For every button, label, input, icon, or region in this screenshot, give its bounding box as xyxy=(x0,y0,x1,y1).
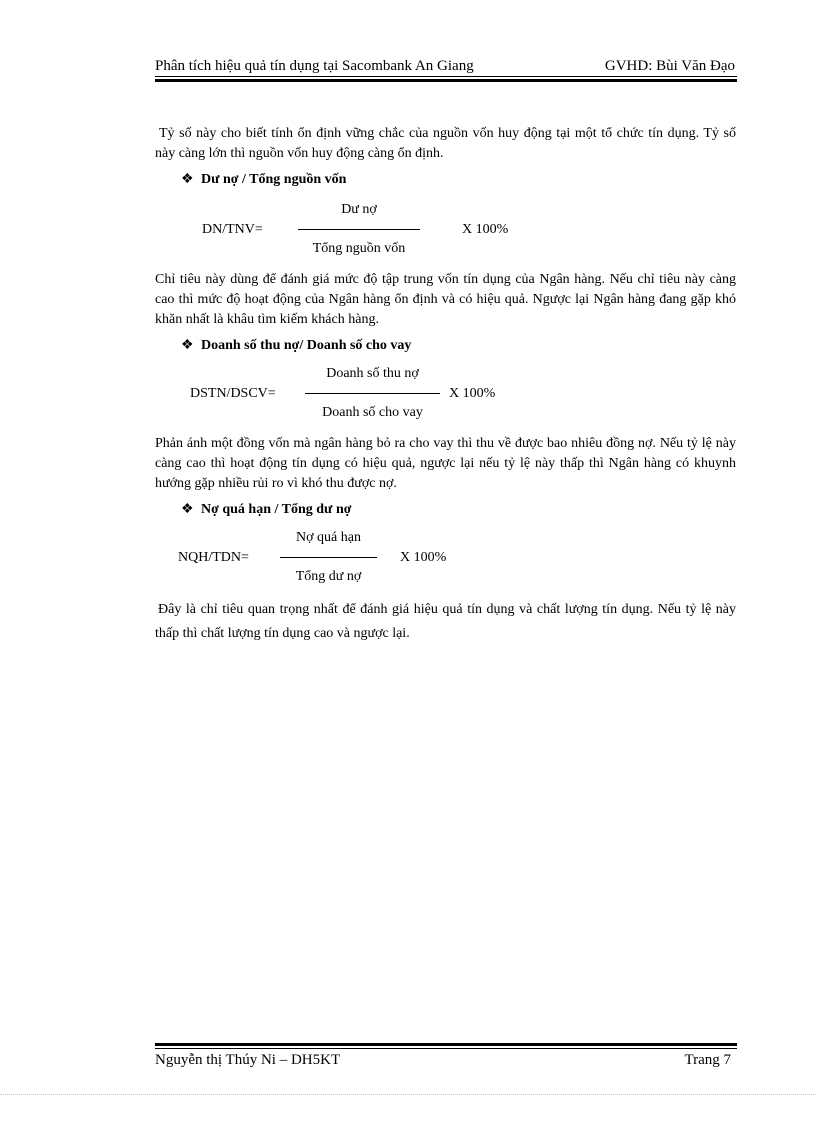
page-header xyxy=(155,56,737,76)
advisor-name: GVHD: Bùi Văn Đạo xyxy=(604,58,735,74)
formula-fraction xyxy=(280,528,377,587)
formula xyxy=(155,200,736,260)
page-footer xyxy=(155,1050,737,1070)
page-boundary xyxy=(0,1094,816,1095)
fraction-bar xyxy=(298,229,420,230)
document-title: Phân tích hiệu quả tín dụng tại Sacombank An Giang xyxy=(155,58,474,74)
formula-fraction xyxy=(305,364,440,423)
author-name: Nguyễn thị Thúy Ni – DH5KT xyxy=(155,1052,341,1068)
section-heading-label: Doanh số thu nợ/ Doanh số cho vay xyxy=(201,338,412,353)
section-heading xyxy=(181,500,736,520)
four-diamond-bullet-icon: ❖ xyxy=(181,338,194,353)
section-heading-label: Dư nợ / Tổng nguồn vốn xyxy=(201,172,347,187)
formula-multiplier: X 100% xyxy=(400,550,447,565)
formula-fraction xyxy=(298,200,420,259)
formula-denominator: Doanh số cho vay xyxy=(322,405,423,420)
formula-multiplier: X 100% xyxy=(462,222,509,237)
section-paragraph: Chỉ tiêu này dùng để đánh giá mức độ tập trung vốn tín dụng của Ngân hàng. Nếu chỉ tiêu này càng cao thì mức độ hoạt động của Ngân hàng ổn định và có hiệu quả. Ngược lại Ngân hàng đang gặp khó khăn nhất là khâu tìm kiếm khách hàng. xyxy=(155,272,736,327)
section-heading xyxy=(181,170,736,190)
formula xyxy=(155,528,736,588)
formula-lhs: NQH/TDN= xyxy=(178,550,249,565)
intro-paragraph: Tỷ số này cho biết tính ổn định vững chắc của nguồn vốn huy động tại một tổ chức tín dụng. Tỷ số này càng lớn thì nguồn vốn huy động càng ổn định. xyxy=(155,126,736,161)
section-heading xyxy=(181,336,736,356)
section-heading-label: Nợ quá hạn / Tổng dư nợ xyxy=(201,502,352,517)
section-paragraph: Phản ánh một đồng vốn mà ngân hàng bỏ ra cho vay thì thu về được bao nhiêu đồng nợ. Nếu tỷ lệ này càng cao thì hoạt động tín dụng có hiệu quả, ngược lại nếu tỷ lệ này thấp thì Ngân hàng có khuynh hướng gặp nhiều rủi ro vì khó thu được nợ. xyxy=(155,436,736,491)
four-diamond-bullet-icon: ❖ xyxy=(181,502,194,517)
formula-numerator: Dư nợ xyxy=(341,202,377,217)
formula-multiplier: X 100% xyxy=(449,386,496,401)
formula-numerator: Doanh số thu nợ xyxy=(326,366,419,381)
fraction-bar xyxy=(280,557,377,558)
four-diamond-bullet-icon: ❖ xyxy=(181,172,194,187)
formula-numerator: Nợ quá hạn xyxy=(296,530,361,545)
section-paragraph: Đây là chỉ tiêu quan trọng nhất để đánh giá hiệu quả tín dụng và chất lượng tín dụng. Nếu tỷ lệ này thấp thì chất lượng tín dụng cao và ngược lại. xyxy=(155,602,736,641)
formula-denominator: Tổng dư nợ xyxy=(295,569,362,584)
fraction-bar xyxy=(305,393,440,394)
formula-lhs: DN/TNV= xyxy=(202,222,263,237)
header-rule xyxy=(155,76,737,82)
formula-lhs: DSTN/DSCV= xyxy=(190,386,276,401)
page-body xyxy=(155,124,736,646)
formula-denominator: Tổng nguồn vốn xyxy=(312,241,406,256)
formula xyxy=(155,364,736,424)
page-number: Trang 7 xyxy=(684,1052,731,1068)
footer-rule xyxy=(155,1043,737,1049)
